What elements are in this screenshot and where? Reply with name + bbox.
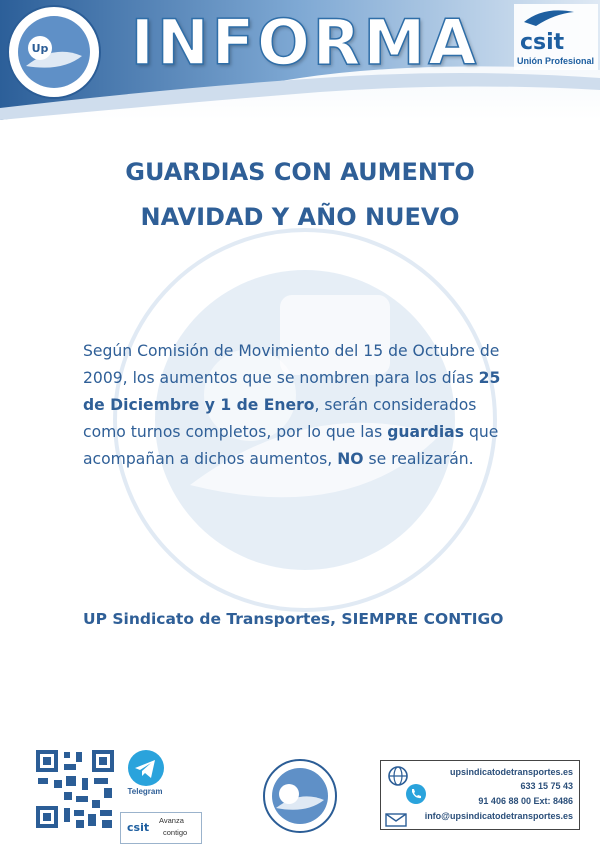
body-text-3: , serán considerados como turnos completos, por lo que las (83, 396, 477, 441)
up-logo (6, 4, 102, 100)
signature: UP Sindicato de Transportes, SIEMPRE CONTIGO (83, 610, 504, 628)
avanza-line-1: Avanza (159, 816, 184, 825)
phone-number-1: 633 15 75 43 (520, 781, 573, 791)
body-guardias: guardias (387, 423, 464, 441)
contact-box (380, 760, 580, 830)
website-link[interactable]: upsindicatodetransportes.es (449, 767, 573, 777)
csit-logo-subtitle: Unión Profesional (517, 56, 595, 66)
notice-headline (60, 150, 540, 240)
body-no: NO (337, 450, 364, 468)
avanza-contigo-badge (120, 812, 202, 844)
email-link[interactable]: info@upsindicatodetransportes.es (424, 811, 573, 821)
notice-body (83, 338, 518, 473)
headline-line-1: GUARDIAS CON AUMENTO (125, 158, 475, 186)
svg-text:Up: Up (31, 42, 49, 55)
mail-icon (385, 813, 407, 827)
page-title: INFORMA (130, 6, 480, 79)
telegram-label: Telegram (127, 787, 163, 796)
headline-line-2: NAVIDAD Y AÑO NUEVO (140, 203, 460, 231)
body-text-7: se realizarán. (363, 450, 474, 468)
csit-logo-text: csit (520, 30, 565, 55)
up-logo-footer (262, 758, 338, 834)
telegram-icon[interactable] (124, 748, 168, 792)
qr-code[interactable] (34, 748, 116, 830)
body-text-1: Según Comisión de Movimiento del 15 de Octubre de 2009, los aumentos que se nombren para los días (83, 342, 500, 387)
body-dates: 25 de Diciembre y 1 de Enero (83, 369, 501, 414)
body-text-5: que acompañan a dichos aumentos, (83, 423, 499, 468)
phone-icon (405, 783, 427, 805)
phone-number-2: 91 406 88 00 Ext: 8486 (478, 796, 573, 806)
avanza-brand: csit (127, 821, 150, 834)
avanza-line-2: contigo (163, 828, 188, 837)
